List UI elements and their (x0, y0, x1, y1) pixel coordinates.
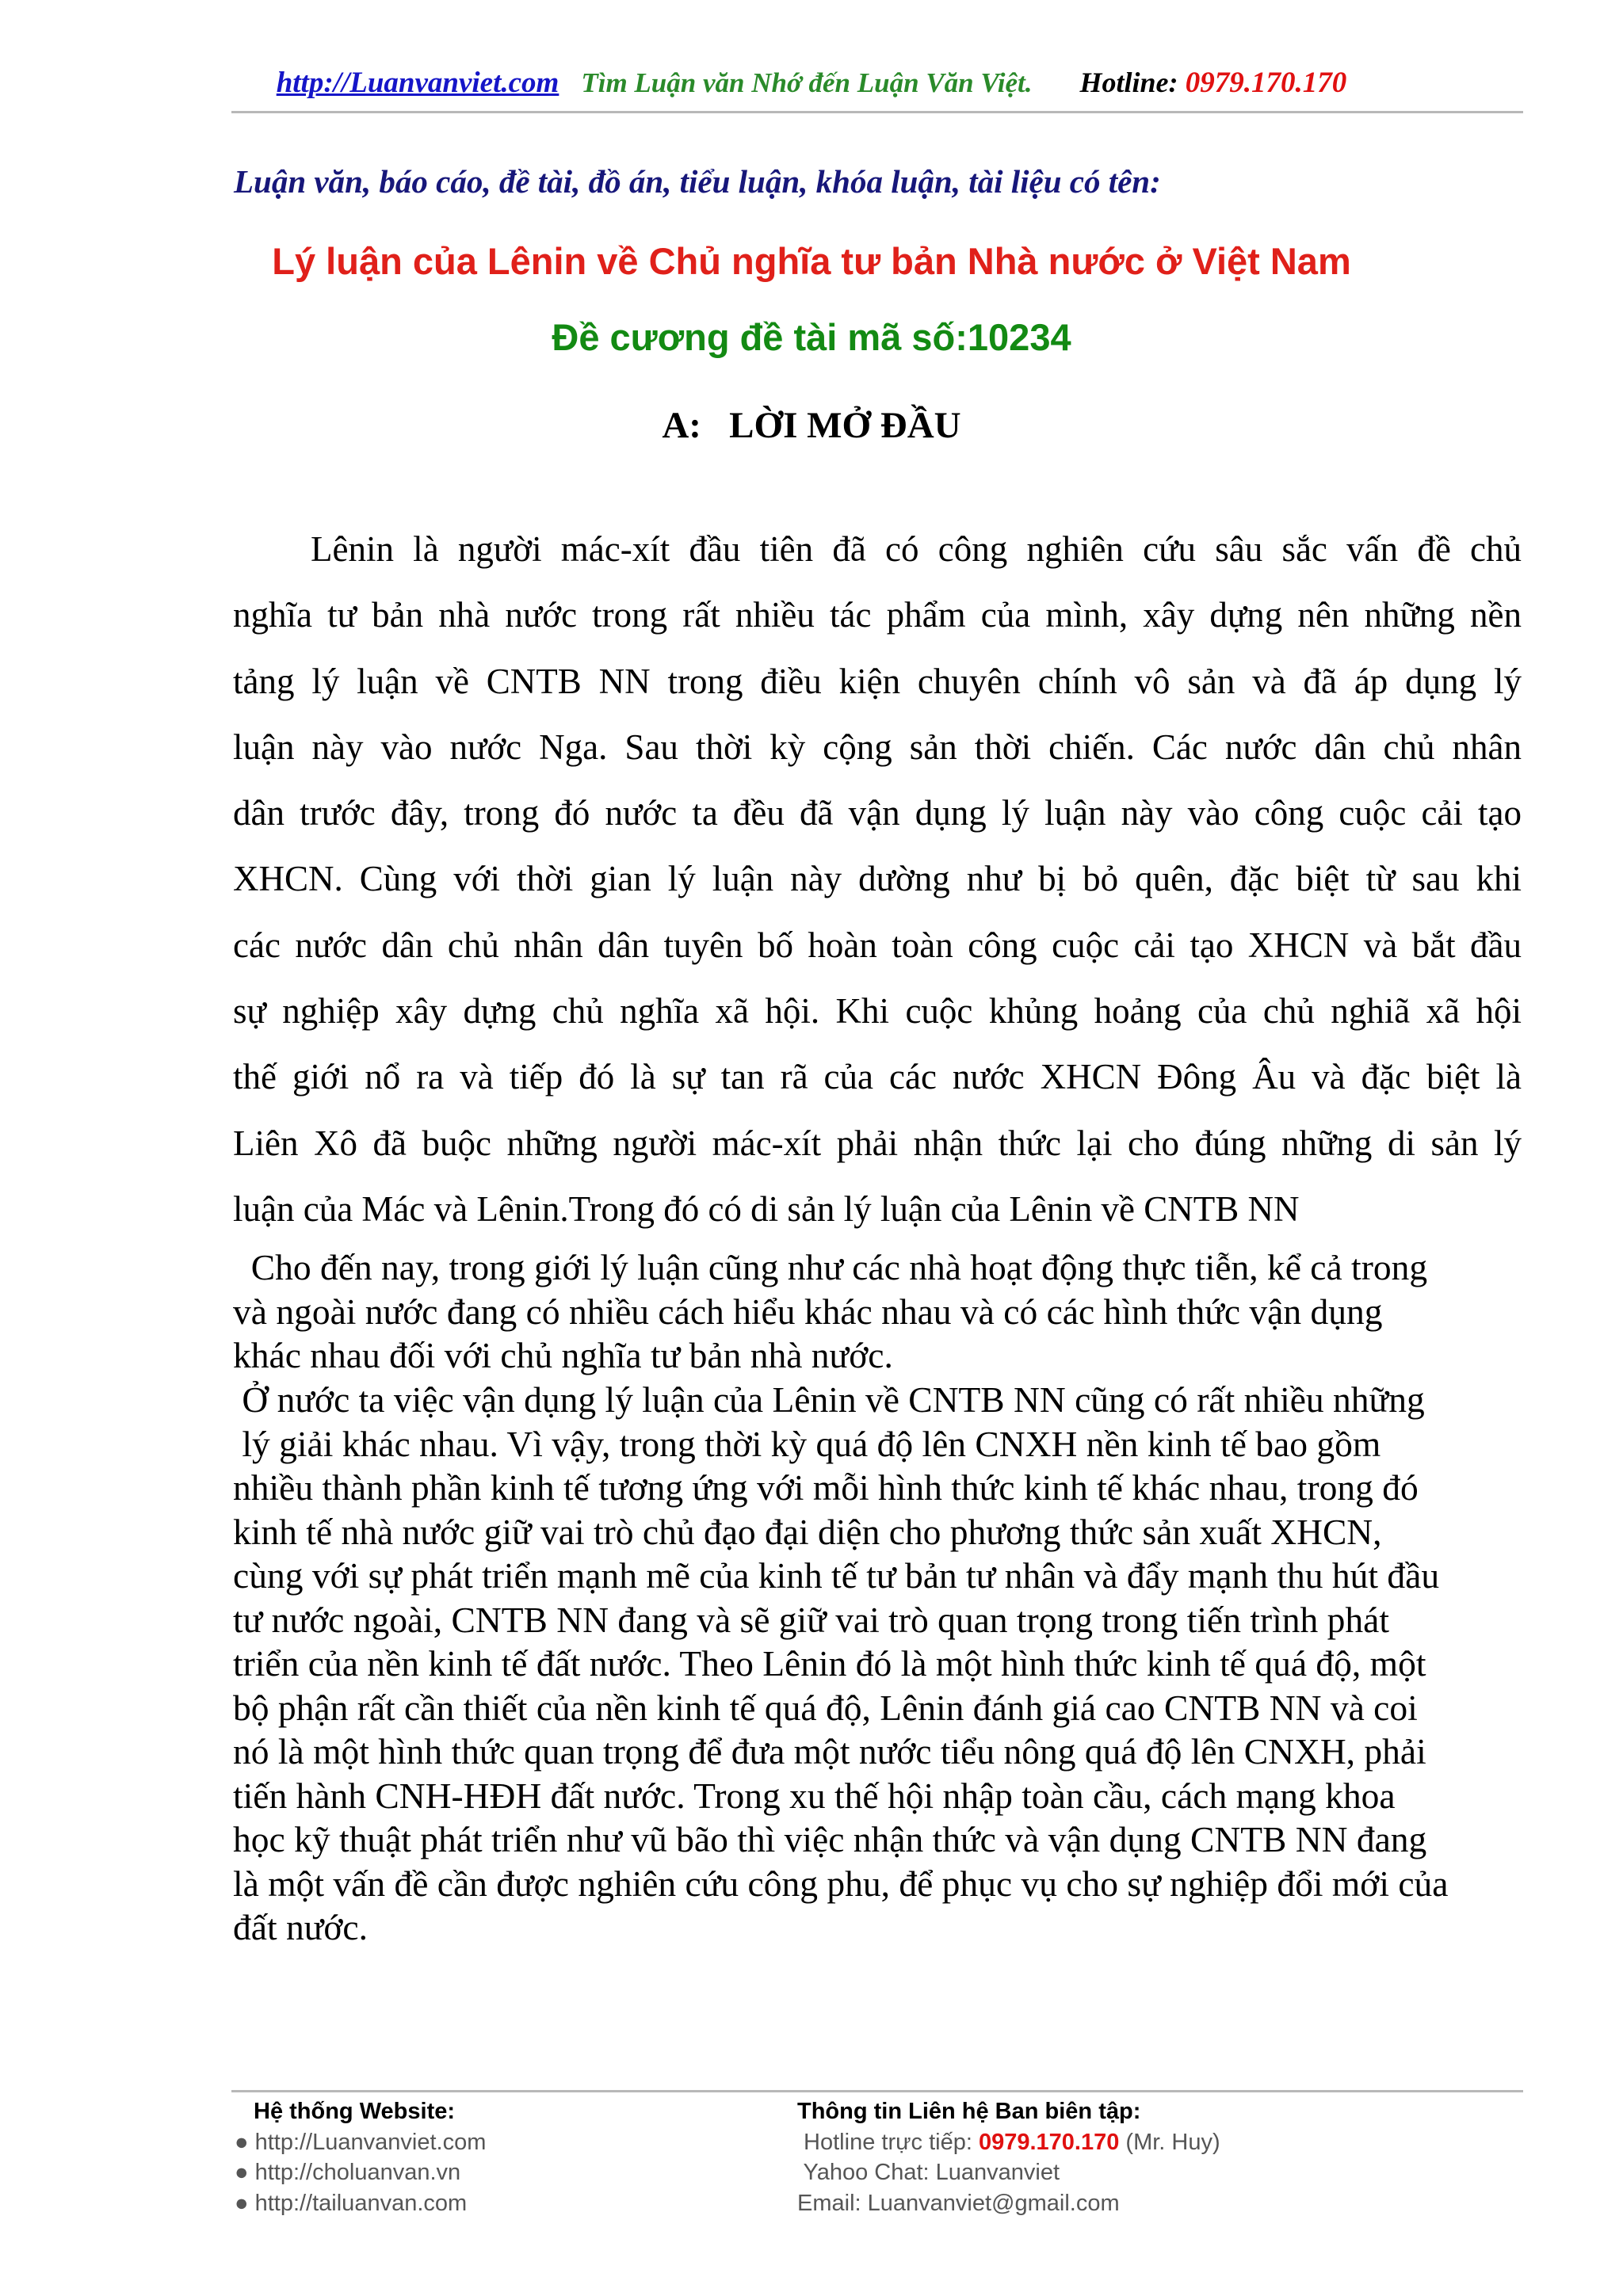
text-line: thế giới nổ ra và tiếp đó là sự tan rã của các nước XHCN Đông Âu và đặc biệt là (233, 1057, 1522, 1097)
page-header (0, 60, 1623, 105)
paragraph-third (233, 1378, 1533, 1950)
text-line: học kỹ thuật phát triển như vũ bão thì việc nhận thức và vận dụng CNTB NN đang (233, 1819, 1427, 1859)
text-line: Lênin là người mác-xít đầu tiên đã có công nghiên cứu sâu sắc vấn đề chủ (311, 529, 1522, 569)
text-line: bộ phận rất cần thiết của nền kinh tế quá độ, Lênin đánh giá cao CNTB NN và coi (233, 1687, 1418, 1728)
websites-heading: Hệ thống Website: (254, 2099, 456, 2124)
text-line: các nước dân chủ nhân dân tuyên bố hoàn toàn công cuộc cải tạo XHCN và bắt đầu (233, 925, 1522, 965)
text-line: luận của Mác và Lênin.Trong đó có di sản lý luận của Lênin về CNTB NN (233, 1188, 1300, 1229)
text-line: đất nước. (233, 1907, 369, 1947)
document-lead: Luận văn, báo cáo, đề tài, đồ án, tiểu luận, khóa luận, tài liệu có tên: (234, 163, 1161, 200)
text-line: luận này vào nước Nga. Sau thời kỳ cộng sản thời chiến. Các nước dân chủ nhân (233, 727, 1522, 767)
text-line: tảng lý luận về CNTB NN trong điều kiện chuyên chính vô sản và đã áp dụng lý (233, 661, 1522, 701)
text-line: Liên Xô đã buộc những người mác-xít phải nhận thức lại cho đúng những di sản lý (233, 1123, 1522, 1163)
website-link[interactable]: ● http://choluanvan.vn (235, 2160, 461, 2185)
text-line: sự nghiệp xây dựng chủ nghĩa xã hội. Khi cuộc khủng hoảng của chủ nghiã xã hội (233, 991, 1522, 1032)
document-title: Lý luận của Lênin về Chủ nghĩa tư bản Nhà nước ở Việt Nam (272, 240, 1351, 282)
text-line: dân trước đây, trong đó nước ta đều đã vận dụng lý luận này vào công cuộc cải tạo (233, 793, 1522, 833)
footer-contact (797, 2096, 1220, 2218)
text-line: XHCN. Cùng với thời gian lý luận này dường như bị bỏ quên, đặc biệt từ sau khi (233, 859, 1522, 899)
hotline-label: Hotline: (1079, 67, 1178, 98)
contact-email[interactable]: Email: Luanvanviet@gmail.com (797, 2190, 1120, 2216)
contact-yahoo: Yahoo Chat: Luanvanviet (797, 2160, 1060, 2185)
hotline-prefix: Hotline trực tiếp: (797, 2129, 979, 2155)
footer-hotline-number: 0979.170.170 (978, 2129, 1120, 2155)
text-line: nghĩa tư bản nhà nước trong rất nhiều tác phẩm của mình, xây dựng nên những nền (233, 595, 1522, 635)
text-line: và ngoài nước đang có nhiều cách hiểu khác nhau và có các hình thức vận dụng (233, 1291, 1383, 1332)
contact-heading: Thông tin Liên hệ Ban biên tập: (797, 2099, 1141, 2124)
text-line: Cho đến nay, trong giới lý luận cũng như các nhà hoạt động thực tiễn, kể cả trong (233, 1247, 1428, 1287)
text-line: là một vấn đề cần được nghiên cứu công phu, để phục vụ cho sự nghiệp đổi mới của (233, 1863, 1449, 1904)
site-link[interactable]: http://Luanvanviet.com (276, 67, 559, 99)
paragraph-intro (233, 517, 1522, 1242)
text-line: triển của nền kinh tế đất nước. Theo Lênin đó là một hình thức kinh tế quá độ, một (233, 1643, 1426, 1684)
text-line: tư nước ngoài, CNTB NN đang và sẽ giữ vai trò quan trọng trong tiến trình phát (233, 1599, 1389, 1640)
text-line: kinh tế nhà nước giữ vai trò chủ đạo đại diện cho phương thức sản xuất XHCN, (233, 1511, 1382, 1552)
paragraph-second (233, 1245, 1533, 1378)
text-line: nhiều thành phần kinh tế tương ứng với mỗi hình thức kinh tế khác nhau, trong đó (233, 1467, 1419, 1508)
header-divider (231, 111, 1523, 113)
footer-divider (231, 2090, 1523, 2092)
contact-hotline (797, 2127, 1220, 2158)
header-slogan: Tìm Luận văn Nhớ đến Luận Văn Việt. (581, 67, 1033, 98)
hotline-number: 0979.170.170 (1185, 67, 1347, 99)
text-line: tiến hành CNH-HĐH đất nước. Trong xu thế hội nhập toàn cầu, cách mạng khoa (233, 1775, 1396, 1816)
text-line: lý giải khác nhau. Vì vậy, trong thời kỳ quá độ lên CNXH nền kinh tế bao gồm (233, 1423, 1381, 1464)
text-line: khác nhau đối với chủ nghĩa tư bản nhà nước. (233, 1335, 893, 1375)
website-link[interactable]: ● http://tailuanvan.com (235, 2190, 468, 2216)
document-subtitle: Đề cương đề tài mã số:10234 (552, 316, 1071, 358)
text-line: nó là một hình thức quan trọng để đưa một nước tiểu nông quá độ lên CNXH, phải (233, 1731, 1426, 1772)
website-link[interactable]: ● http://Luanvanviet.com (235, 2129, 487, 2155)
hotline-suffix: (Mr. Huy) (1119, 2129, 1220, 2155)
footer-websites (235, 2096, 486, 2218)
section-heading: A: LỜI MỞ ĐẦU (662, 405, 961, 446)
text-line: Ở nước ta việc vận dụng lý luận của Lênin về CNTB NN cũng có rất nhiều những (233, 1379, 1425, 1420)
text-line: cùng với sự phát triển mạnh mẽ của kinh tế tư bản tư nhân và đẩy mạnh thu hút đầu (233, 1555, 1440, 1596)
